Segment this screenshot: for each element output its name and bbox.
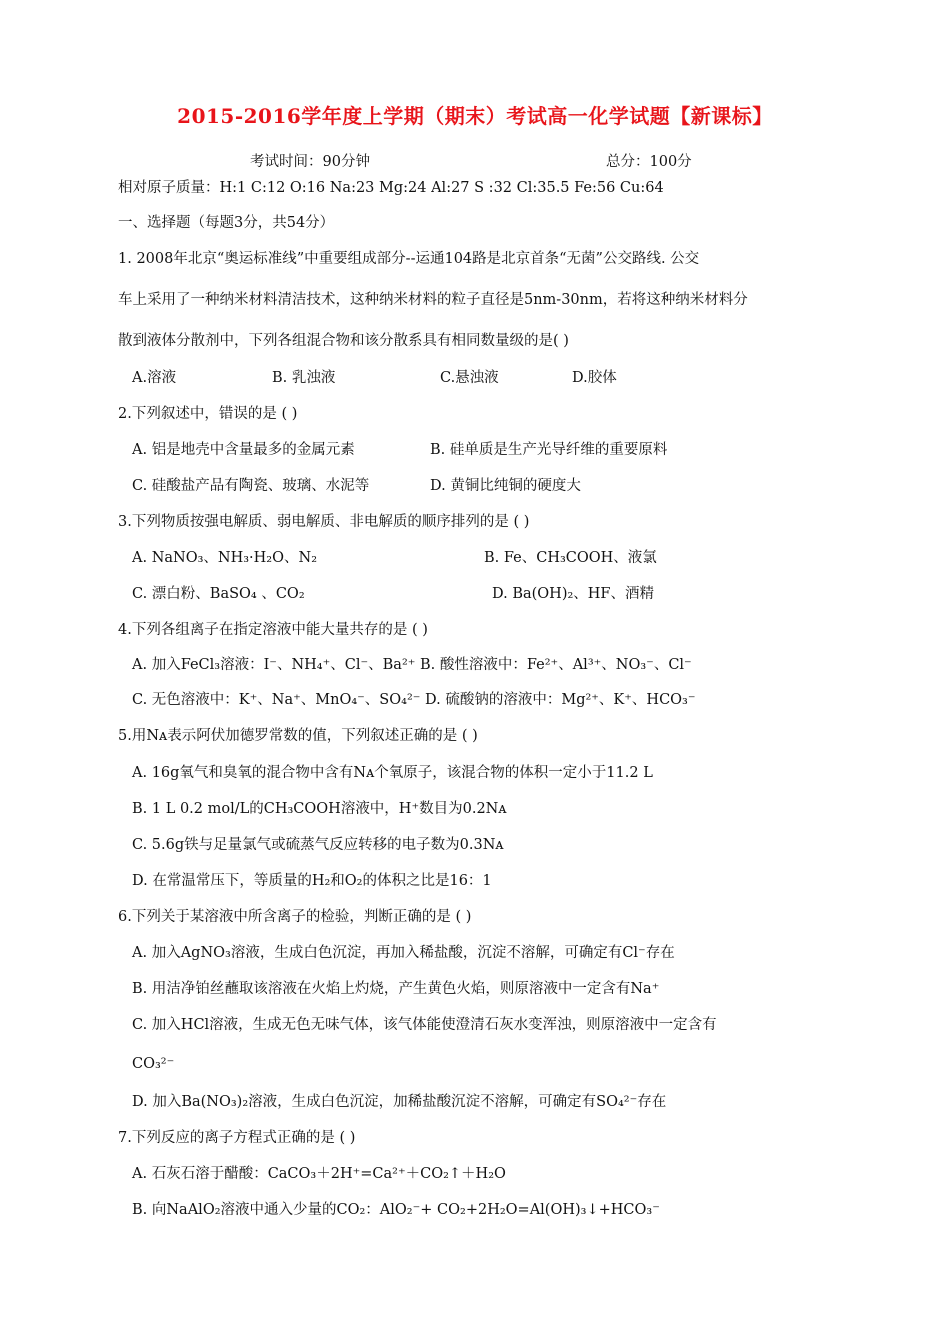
q3-stem: 3.下列物质按强电解质、弱电解质、非电解质的顺序排列的是 ( ) (118, 514, 530, 530)
q6-option-d: D. 加入Ba(NO₃)₂溶液，生成白色沉淀，加稀盐酸沉淀不溶解，可确定有SO₄²⁻存在 (132, 1094, 667, 1110)
exam-time: 考试时间：90分钟 (250, 154, 370, 170)
q7-option-a: A. 石灰石溶于醋酸：CaCO₃＋2H⁺=Ca²⁺＋CO₂↑＋H₂O (132, 1166, 506, 1182)
q5-option-a: A. 16g氧气和臭氧的混合物中含有Nᴀ个氧原子，该混合物的体积一定小于11.2 L (132, 765, 653, 781)
q6-option-a: A. 加入AgNO₃溶液，生成白色沉淀，再加入稀盐酸，沉淀不溶解，可确定有Cl⁻存在 (132, 945, 675, 961)
q1-stem-line2: 车上采用了一种纳米材料清洁技术，这种纳米材料的粒子直径是5nm-30nm，若将这种纳米材料分 (118, 292, 748, 308)
q3-option-b: B. Fe、CH₃COOH、液氯 (484, 550, 657, 566)
q7-stem: 7.下列反应的离子方程式正确的是 ( ) (118, 1130, 356, 1146)
q1-option-d: D.胶体 (572, 370, 617, 386)
q2-option-d: D. 黄铜比纯铜的硬度大 (430, 478, 581, 494)
q2-stem: 2.下列叙述中，错误的是 ( ) (118, 406, 298, 422)
q3-option-d: D. Ba(OH)₂、HF、酒精 (492, 586, 654, 602)
q2-option-c: C. 硅酸盐产品有陶瓷、玻璃、水泥等 (132, 478, 370, 494)
q3-option-a: A. NaNO₃、NH₃·H₂O、N₂ (132, 550, 318, 566)
atomic-masses: 相对原子质量：H:1 C:12 O:16 Na:23 Mg:24 Al:27 S :32 Cl:35.5 Fe:56 Cu:64 (118, 180, 664, 196)
exam-title: 2015-2016学年度上学期（期末）考试高一化学试题【新课标】 (177, 104, 773, 128)
q6-option-b: B. 用洁净铂丝蘸取该溶液在火焰上灼烧，产生黄色火焰，则原溶液中一定含有Na⁺ (132, 981, 660, 997)
q2-option-b: B. 硅单质是生产光导纤维的重要原料 (430, 442, 668, 458)
q5-option-c: C. 5.6g铁与足量氯气或硫蒸气反应转移的电子数为0.3Nᴀ (132, 837, 504, 853)
q4-stem: 4.下列各组离子在指定溶液中能大量共存的是 ( ) (118, 622, 428, 638)
q4-options-cd: C. 无色溶液中：K⁺、Na⁺、MnO₄⁻、SO₄²⁻ D. 硫酸钠的溶液中：Mg²⁺、K⁺、HCO₃⁻ (132, 692, 696, 708)
q1-option-b: B. 乳浊液 (272, 370, 336, 386)
q4-options-ab: A. 加入FeCl₃溶液：I⁻、NH₄⁺、Cl⁻、Ba²⁺ B. 酸性溶液中：Fe²⁺、Al³⁺、NO₃⁻、Cl⁻ (132, 657, 692, 673)
q1-stem-line1: 1. 2008年北京“奥运标准线”中重要组成部分--运通104路是北京首条“无菌”公交路线. 公交 (118, 251, 700, 267)
q2-option-a: A. 铝是地壳中含量最多的金属元素 (132, 442, 355, 458)
q1-stem-line3: 散到液体分散剂中，下列各组混合物和该分散系具有相同数量级的是( ) (118, 333, 569, 349)
exam-total-score: 总分：100分 (606, 154, 692, 170)
section-header: 一、选择题（每题3分，共54分） (118, 215, 335, 231)
q6-option-c-line1: C. 加入HCl溶液，生成无色无味气体，该气体能使澄清石灰水变浑浊，则原溶液中一定含有 (132, 1017, 717, 1033)
q6-option-c-line2: CO₃²⁻ (132, 1056, 175, 1072)
q6-stem: 6.下列关于某溶液中所含离子的检验，判断正确的是 ( ) (118, 909, 472, 925)
q5-option-d: D. 在常温常压下，等质量的H₂和O₂的体积之比是16：1 (132, 873, 492, 889)
q7-option-b: B. 向NaAlO₂溶液中通入少量的CO₂：AlO₂⁻+ CO₂+2H₂O=Al(OH)₃↓+HCO₃⁻ (132, 1202, 660, 1218)
q5-option-b: B. 1 L 0.2 mol/L的CH₃COOH溶液中，H⁺数目为0.2Nᴀ (132, 801, 507, 817)
q5-stem: 5.用Nᴀ表示阿伏加德罗常数的值，下列叙述正确的是 ( ) (118, 728, 478, 744)
q1-option-c: C.悬浊液 (440, 370, 499, 386)
q3-option-c: C. 漂白粉、BaSO₄ 、CO₂ (132, 586, 305, 602)
q1-option-a: A.溶液 (132, 370, 177, 386)
